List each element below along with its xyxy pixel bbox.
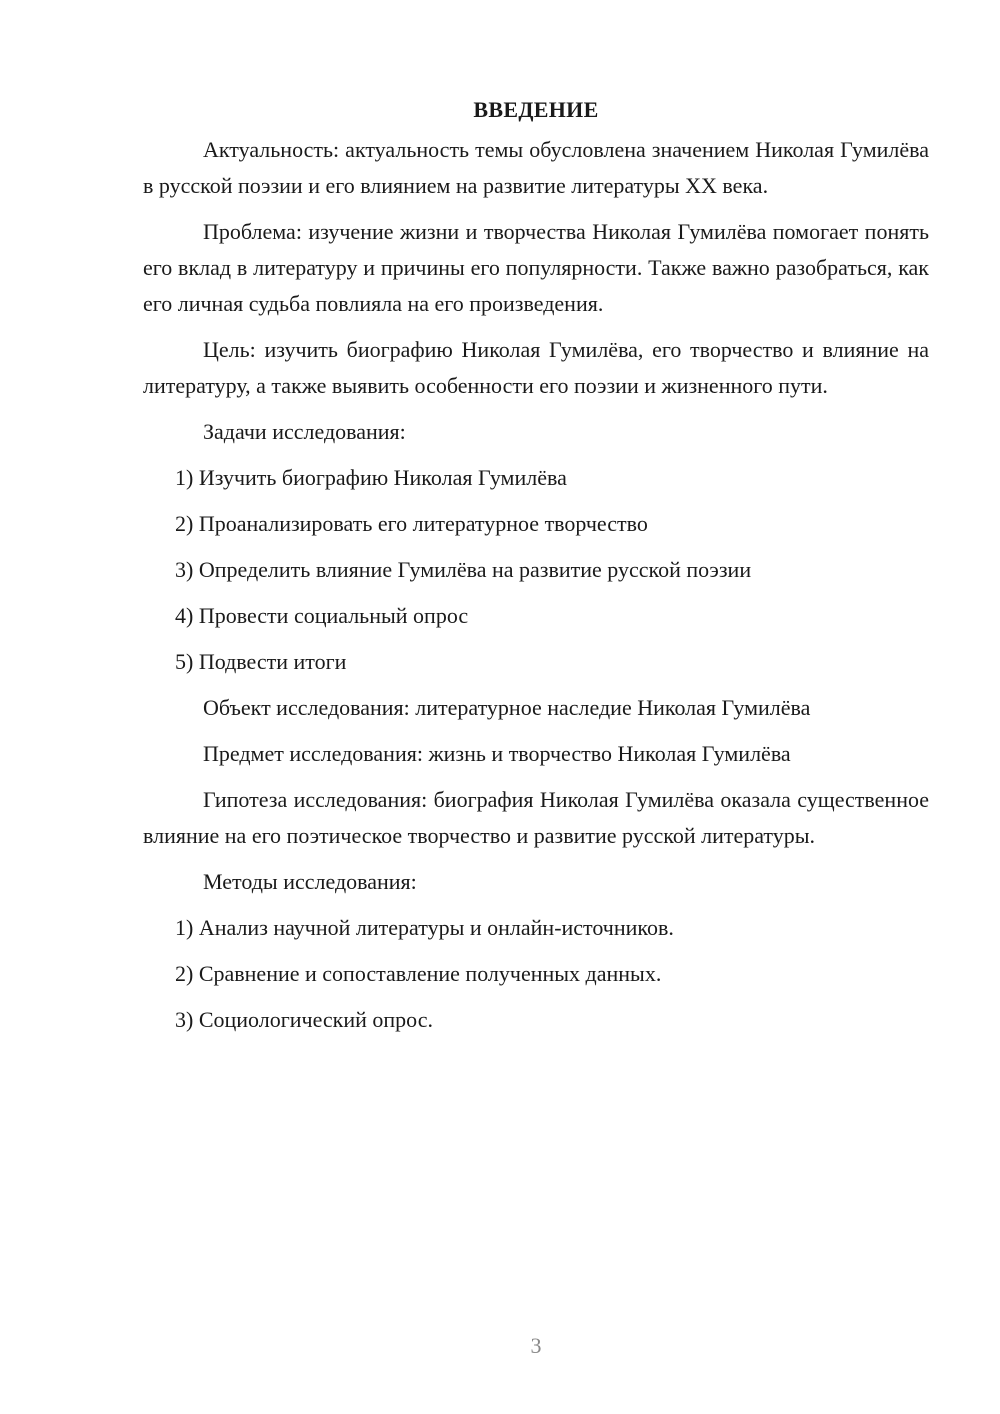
methods-heading: Методы исследования:	[203, 869, 417, 894]
subject-line: Предмет исследования: жизнь и творчество Николая Гумилёва	[203, 741, 791, 766]
list-item: 4) Провести социальный опрос	[175, 603, 469, 628]
hypothesis-paragraph: Гипотеза исследования: биография Николая Гумилёва оказала существенное влияние на его поэтическое творчество и развитие русской литературы.	[143, 787, 929, 848]
list-item: 3) Определить влияние Гумилёва на развитие русской поэзии	[175, 557, 752, 582]
list-item: 2) Проанализировать его литературное творчество	[175, 511, 648, 536]
list-item: 5) Подвести итоги	[175, 649, 347, 674]
list-item: 2) Сравнение и сопоставление полученных данных.	[175, 961, 662, 986]
list-item: 1) Анализ научной литературы и онлайн-источников.	[175, 915, 674, 940]
relevance-paragraph: Актуальность: актуальность темы обусловлена значением Николая Гумилёва в русской поэзии и его влиянием на развитие литературы XX века.	[143, 137, 929, 198]
page-number: 3	[530, 1333, 542, 1358]
object-line: Объект исследования: литературное наследие Николая Гумилёва	[203, 695, 811, 720]
list-item: 3) Социологический опрос.	[175, 1007, 433, 1032]
tasks-heading: Задачи исследования:	[203, 419, 406, 444]
methods-list	[143, 910, 929, 1038]
document-page	[143, 92, 929, 1048]
problem-paragraph: Проблема: изучение жизни и творчества Николая Гумилёва помогает понять его вклад в литературу и причины его популярности. Также важно разобраться, как его личная судьба повлияла на его произведения.	[143, 219, 929, 316]
list-item: 1) Изучить биографию Николая Гумилёва	[175, 465, 567, 490]
goal-paragraph: Цель: изучить биографию Николая Гумилёва, его творчество и влияние на литературу, а также выявить особенности его поэзии и жизненного пути.	[143, 337, 929, 398]
page-title: ВВЕДЕНИЕ	[473, 97, 599, 122]
tasks-list	[143, 460, 929, 680]
